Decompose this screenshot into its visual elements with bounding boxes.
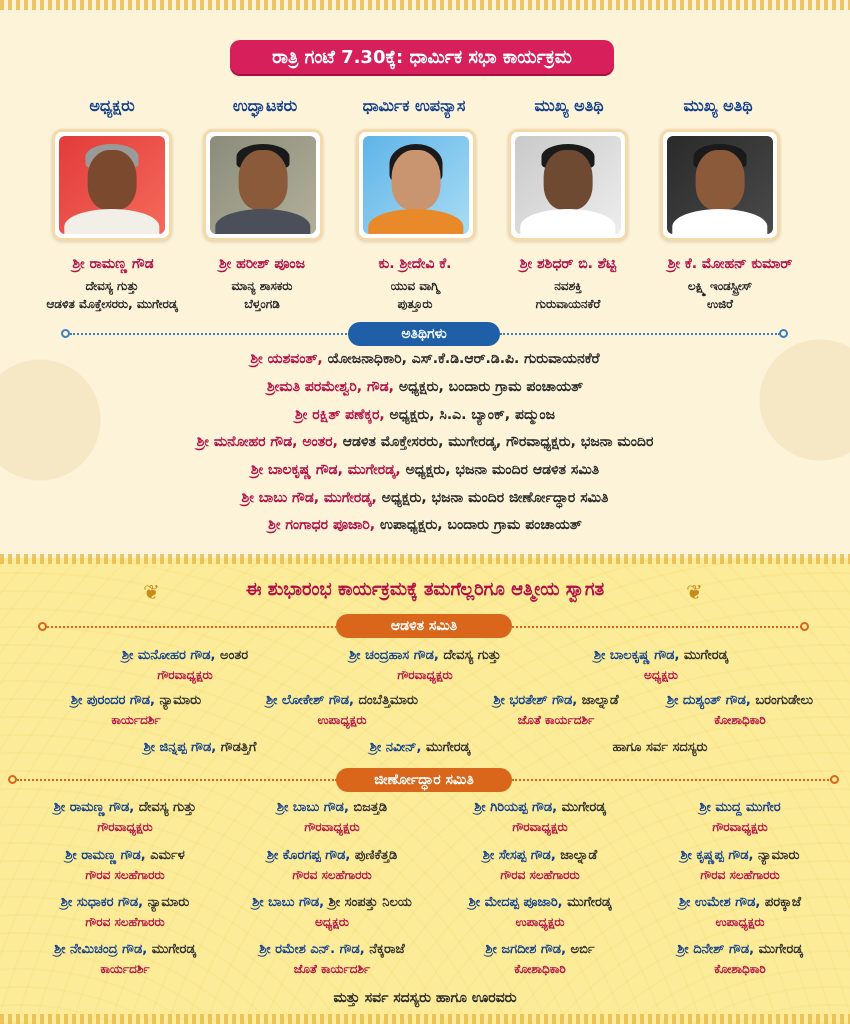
speaker-photo xyxy=(356,129,476,241)
speaker-role: ಧಾರ್ಮಿಕ ಉಪನ್ಯಾಸ xyxy=(362,96,466,115)
divider-line xyxy=(500,333,780,335)
speaker-photo xyxy=(508,129,628,241)
speaker-detail: ಯುವ ವಾಗ್ಮಿ xyxy=(390,279,440,293)
flourish-left-icon: ❦ xyxy=(143,580,160,604)
committee-member: ಶ್ರೀ ಪುರಂದರ ಗೌಡ, ನ್ಯಾಮಾರು ಕಾರ್ಯದರ್ಶಿ xyxy=(70,693,202,727)
speaker-detail: ಗುರುವಾಯನಕೆರೆ xyxy=(535,297,601,311)
divider-line xyxy=(47,626,337,628)
committee-member: ಶ್ರೀ ರಾಮಣ್ಣ ಗೌಡ, ಎರ್ಮಳ ಗೌರವ ಸಲಹೆಗಾರರು xyxy=(65,848,185,882)
committee-member: ಶ್ರೀ ಭರತೇಶ್ ಗೌಡ, ಜಾಲ್ನಾಡೆ ಜೊತೆ ಕಾರ್ಯದರ್ಶಿ xyxy=(493,693,619,727)
speaker-detail: ನವಶಕ್ತಿ xyxy=(554,279,582,293)
guest-line: ಶ್ರೀ ಮನೋಹರ ಗೌಡ, ಅಂತರ, ಆಡಳಿತ ಮೊಕ್ತೇಸರರು, ಮುಗೇರಡ್ಕ, ಗೌರವಾಧ್ಯಕ್ಷರು, ಭಜನಾ ಮಂದಿರ xyxy=(196,434,654,450)
divider-line xyxy=(17,779,337,781)
welcome-message: ಈ ಶುಭಾರಂಭ ಕಾರ್ಯಕ್ರಮಕ್ಕೆ ತಮಗೆಲ್ಲರಿಗೂ ಆತ್ಮೀಯ ಸ್ವಾಗತ xyxy=(245,579,605,600)
committee-member: ಶ್ರೀ ಸುಧಾಕರ ಗೌಡ, ನ್ಯಾಮಾರು ಗೌರವ ಸಲಹೆಗಾರರು xyxy=(60,895,190,929)
committee-member: ಶ್ರೀ ಮೇದಪ್ಪ ಪೂಜಾರಿ, ಮುಗೇರಡ್ಕ ಉಪಾಧ್ಯಕ್ಷರು xyxy=(468,895,612,929)
guest-line: ಶ್ರೀ ರಕ್ಷಿತ್ ಪಣೆಕ್ಕರ, ಅಧ್ಯಕ್ಷರು, ಸಿ.ಎ. ಬ್ಯಾಂಕ್, ಪದ್ಮುಂಜ xyxy=(295,407,555,423)
speaker-photo xyxy=(52,129,172,241)
divider-line xyxy=(70,333,350,335)
speaker-role: ಉದ್ಘಾಟಕರು xyxy=(232,96,298,115)
committee-member: ಶ್ರೀ ಕೃಷ್ಣಪ್ಪ ಗೌಡ, ನ್ಯಾಮಾರು ಗೌರವ ಸಲಹೆಗಾರರು xyxy=(680,848,800,882)
speaker-name: ಶ್ರೀ ಕೆ. ಮೋಹನ್ ಕುಮಾರ್ xyxy=(667,256,793,272)
speaker-detail: ಉಜಿರೆ xyxy=(706,297,733,311)
speaker-role: ಮುಖ್ಯ ಅತಿಥಿ xyxy=(683,96,753,115)
program-banner: ರಾತ್ರಿ ಗಂಟೆ 7.30ಕ್ಕೆ: ಧಾರ್ಮಿಕ ಸಭಾ ಕಾರ್ಯಕ್ರಮ xyxy=(230,40,614,74)
top-border xyxy=(0,0,850,10)
footer-message: ಮತ್ತು ಸರ್ವ ಸದಸ್ಯರು ಹಾಗೂ ಊರವರು xyxy=(333,990,517,1006)
speaker-detail: ಬೆಳ್ತಂಗಡಿ xyxy=(244,297,280,311)
committee-member: ಶ್ರೀ ಜಗದೀಶ ಗೌಡ, ಅರ್ಬಿ ಕೋಶಾಧಿಕಾರಿ xyxy=(485,942,595,976)
speaker-role: ಅಧ್ಯಕ್ಷರು xyxy=(89,96,135,115)
guest-line: ಶ್ರೀ ಗಂಗಾಧರ ಪೂಜಾರಿ, ಉಪಾಧ್ಯಕ್ಷರು, ಬಂದಾರು ಗ್ರಾಮ ಪಂಚಾಯತ್ xyxy=(268,517,582,533)
speaker-detail: ದೇವಸ್ಯ ಗುತ್ತು xyxy=(85,279,139,293)
speaker-detail: ಮಾನ್ಯ ಶಾಸಕರು xyxy=(231,279,293,293)
committee-member: ಶ್ರೀ ದುಶ್ಯಂತ್ ಗೌಡ, ಬರಂಗುಡೇಲು ಕೋಶಾಧಿಕಾರಿ xyxy=(666,693,814,727)
guest-line: ಶ್ರೀ ಬಾಬು ಗೌಡ, ಮುಗೇರಡ್ಕ, ಅಧ್ಯಕ್ಷರು, ಭಜನಾ ಮಂದಿರ ಜೀರ್ಣೋದ್ಧಾರ ಸಮಿತಿ xyxy=(241,490,609,506)
bottom-border xyxy=(0,1014,850,1024)
guest-line: ಶ್ರೀಮತಿ ಪರಮೇಶ್ವರಿ, ಗೌಡ, ಅಧ್ಯಕ್ಷರು, ಬಂದಾರು ಗ್ರಾಮ ಪಂಚಾಯತ್ xyxy=(266,379,584,395)
guest-line: ಶ್ರೀ ಯಶವಂತ್, ಯೋಜನಾಧಿಕಾರಿ, ಎಸ್.ಕೆ.ಡಿ.ಆರ್.ಡಿ.ಪಿ. ಗುರುವಾಯನಕೆರೆ xyxy=(250,351,600,367)
committee-member: ಶ್ರೀ ಜಿನ್ನಪ್ಪ ಗೌಡ, ಗೌಡತ್ತಿಗೆ xyxy=(143,740,257,755)
speaker-detail: ಲಕ್ಷ್ಮಿ ಇಂಡಸ್ಟ್ರೀಸ್ xyxy=(687,279,753,293)
committee-member: ಶ್ರೀ ಬಾಬು ಗೌಡ, ಬಿಜತ್ತಡಿ ಗೌರವಾಧ್ಯಕ್ಷರು xyxy=(276,800,388,834)
divider-line xyxy=(512,626,802,628)
speaker-detail: ಪುತ್ತೂರು xyxy=(397,297,433,311)
committee-member: ಶ್ರೀ ಉಮೇಶ ಗೌಡ, ಪರಕ್ಕಾಜೆ ಉಪಾಧ್ಯಕ್ಷರು xyxy=(678,895,802,929)
mid-border xyxy=(0,554,850,564)
speaker-name: ಶ್ರೀ ಹರೀಶ್ ಪೂಂಜ xyxy=(218,256,306,272)
speaker-detail: ಆಡಳಿತ ಮೊಕ್ತೇಸರರು, ಮುಗೇರಡ್ಕ xyxy=(46,297,178,311)
committee-member: ಶ್ರೀ ಸೇಸಪ್ಪ ಗೌಡ, ಜಾಲ್ನಾಡೆ ಗೌರವ ಸಲಹೆಗಾರರು xyxy=(482,848,598,882)
committee-member: ಶ್ರೀ ಬಾಬು ಗೌಡ, ಶ್ರೀ ಸಂಪತ್ತು ನಿಲಯ ಅಧ್ಯಕ್ಷರು xyxy=(252,895,412,929)
committee-member: ಶ್ರೀ ಚಂದ್ರಹಾಸ ಗೌಡ, ದೇವಸ್ಯ ಗುತ್ತು ಗೌರವಾಧ್ಯಕ್ಷರು xyxy=(349,648,501,682)
committee-member: ಶ್ರೀ ಲೋಕೇಶ್ ಗೌಡ, ದಂಬೆತ್ತಿಮಾರು ಉಪಾಧ್ಯಕ್ಷರು xyxy=(265,693,419,727)
speaker-role: ಮುಖ್ಯ ಅತಿಥಿ xyxy=(534,96,604,115)
committee-member: ಶ್ರೀ ಕೊರಗಪ್ಪ ಗೌಡ, ಪುಣಿಕೆತ್ತಡಿ ಗೌರವ ಸಲಹೆಗಾರರು xyxy=(266,848,398,882)
guest-line: ಶ್ರೀ ಬಾಲಕೃಷ್ಣ ಗೌಡ, ಮುಗೇರಡ್ಕ, ಅಧ್ಯಕ್ಷರು, ಭಜನಾ ಮಂದಿರ ಆಡಳಿತ ಸಮಿತಿ xyxy=(250,462,600,478)
committee-member: ಶ್ರೀ ರಮೇಶ ಎನ್. ಗೌಡ, ನೆಕ್ಕರಾಜೆ ಜೊತೆ ಕಾರ್ಯದರ್ಶಿ xyxy=(259,942,405,976)
committee-member: ಶ್ರೀ ನವೀನ್, ಮುಗೇರಡ್ಕ xyxy=(369,740,471,755)
speaker-name: ಶ್ರೀ ರಾಮಣ್ಣ ಗೌಡ xyxy=(72,256,154,272)
divider-dot xyxy=(779,329,788,338)
committee-member: ಹಾಗೂ ಸರ್ವ ಸದಸ್ಯರು xyxy=(612,740,708,755)
speaker-name: ಕು. ಶ್ರೀದೇವಿ ಕೆ. xyxy=(378,256,452,272)
committee-member: ಶ್ರೀ ರಾಮಣ್ಣ ಗೌಡ, ದೇವಸ್ಯ ಗುತ್ತು ಗೌರವಾಧ್ಯಕ್ಷರು xyxy=(53,800,197,834)
divider-dot xyxy=(61,329,70,338)
guests-title: ಅತಿಥಿಗಳು xyxy=(348,322,500,346)
divider-dot xyxy=(800,622,809,631)
divider-dot xyxy=(38,622,47,631)
divider-dot xyxy=(830,775,839,784)
speaker-photo xyxy=(203,129,323,241)
speaker-photo xyxy=(660,129,780,241)
committee-member: ಶ್ರೀ ದಿನೇಶ್ ಗೌಡ, ಮುಗೇರಡ್ಕ ಕೋಶಾಧಿಕಾರಿ xyxy=(677,942,803,976)
divider-dot xyxy=(8,775,17,784)
committee-member: ಶ್ರೀ ಮುದ್ದ ಮುಗೇರ ಗೌರವಾಧ್ಯಕ್ಷರು xyxy=(699,800,781,834)
committee2-title: ಜೀರ್ಣೋದ್ಧಾರ ಸಮಿತಿ xyxy=(336,768,512,792)
committee-member: ಶ್ರೀ ನೇಮಿಚಂದ್ರ ಗೌಡ, ಮುಗೇರಡ್ಕ ಕಾರ್ಯದರ್ಶಿ xyxy=(54,942,196,976)
committee-member: ಶ್ರೀ ಗಿರಿಯಪ್ಪ ಗೌಡ, ಮುಗೇರಡ್ಕ ಗೌರವಾಧ್ಯಕ್ಷರು xyxy=(474,800,606,834)
committee-member: ಶ್ರೀ ಮನೋಹರ ಗೌಡ, ಅಂತರ ಗೌರವಾಧ್ಯಕ್ಷರು xyxy=(121,648,249,682)
committee1-title: ಆಡಳಿತ ಸಮಿತಿ xyxy=(336,614,512,638)
committee-member: ಶ್ರೀ ಬಾಲಕೃಷ್ಣ ಗೌಡ, ಮುಗೇರಡ್ಕ ಅಧ್ಯಕ್ಷರು xyxy=(593,648,729,682)
flourish-right-icon: ❦ xyxy=(686,580,703,604)
speaker-name: ಶ್ರೀ ಶಶಿಧರ್ ಬಿ. ಶೆಟ್ಟಿ xyxy=(519,256,617,272)
divider-line xyxy=(512,779,832,781)
